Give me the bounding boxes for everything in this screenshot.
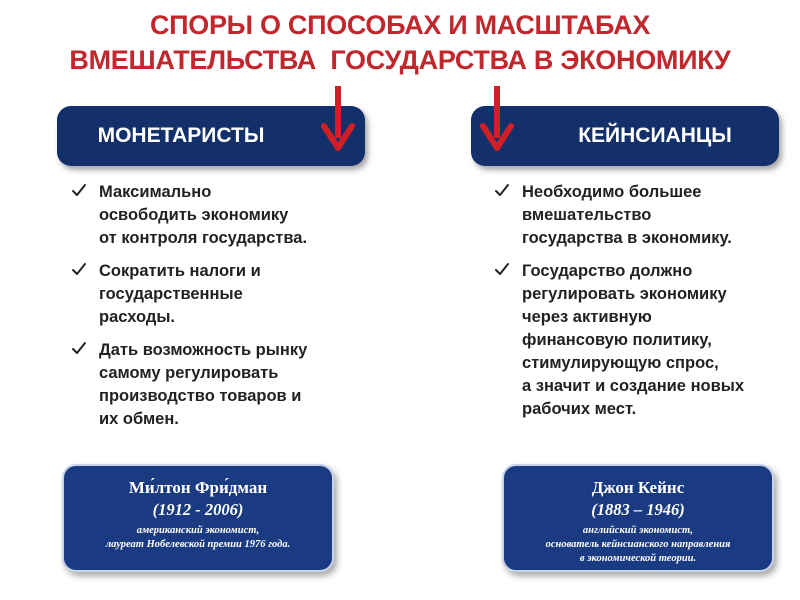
monetarists-header-label: МОНЕТАРИСТЫ xyxy=(97,124,265,147)
bio-description: английский экономист, основатель кейнсианского направления в экономической теории. xyxy=(545,525,731,564)
page-title xyxy=(0,8,800,78)
title-line-1: СПОРЫ О СПОСОБАХ И МАСШТАБАХ xyxy=(149,10,651,40)
keynesians-header-label: КЕЙНСИАНЦЫ xyxy=(578,124,732,147)
checkmark-icon xyxy=(494,261,510,277)
bio-name: Джон Кейнс xyxy=(591,478,685,497)
list-item xyxy=(493,181,793,250)
checkmark-icon xyxy=(494,182,510,198)
bio-name: Ми́лтон Фри́дман xyxy=(128,478,268,497)
checkmark-icon xyxy=(71,182,87,198)
down-arrow-icon xyxy=(479,86,515,154)
list-item xyxy=(70,339,370,431)
list-item xyxy=(70,260,370,329)
bio-description: американский экономист, лауреат Нобелевской премии 1976 года. xyxy=(105,525,291,550)
list-item-text: Максимально освободить экономику от контроля государства. xyxy=(99,183,308,247)
friedman-bio-card xyxy=(62,464,334,572)
keynesians-points xyxy=(493,181,793,431)
bio-years: (1883 – 1946) xyxy=(591,500,685,519)
monetarists-points xyxy=(70,181,370,441)
list-item xyxy=(493,260,793,421)
monetarists-header xyxy=(57,106,365,166)
keynes-bio-card xyxy=(502,464,774,572)
list-item-text: Необходимо большее вмешательство государства в экономику. xyxy=(522,183,732,247)
checkmark-icon xyxy=(71,340,87,356)
checkmark-icon xyxy=(71,261,87,277)
list-item-text: Государство должно регулировать экономику через активную финансовую политику, стимулирующую спрос, а значит и создание новых рабочих мест. xyxy=(522,262,745,418)
title-line-2: ВМЕШАТЕЛЬСТВА ГОСУДАРСТВА В ЭКОНОМИКУ xyxy=(69,45,731,75)
keynesians-header xyxy=(471,106,779,166)
list-item xyxy=(70,181,370,250)
list-item-text: Сократить налоги и государственные расходы. xyxy=(99,262,261,326)
list-item-text: Дать возможность рынку самому регулировать производство товаров и их обмен. xyxy=(99,341,308,428)
bio-years: (1912 - 2006) xyxy=(152,500,244,519)
down-arrow-icon xyxy=(320,86,356,154)
